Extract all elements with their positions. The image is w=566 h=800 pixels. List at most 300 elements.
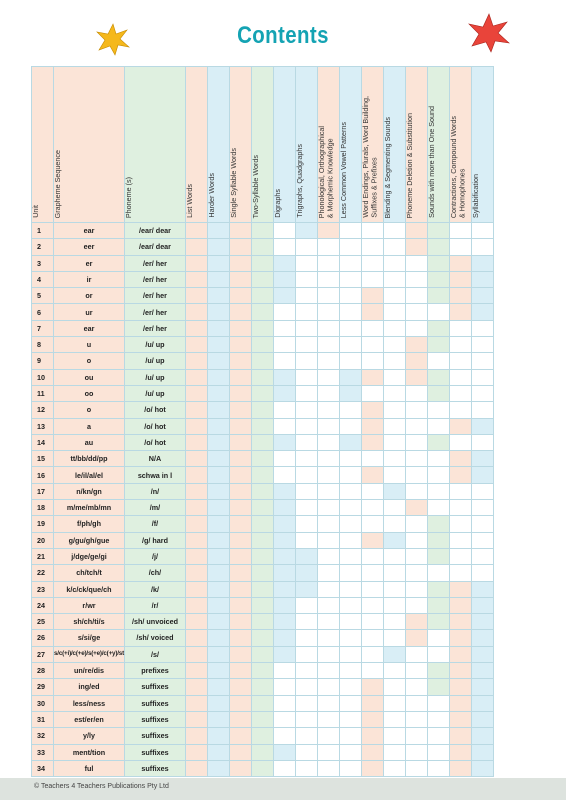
column-header-label: Sounds with more than One Sound [427,106,436,218]
skill-cell [450,239,472,255]
skill-cell [450,663,472,679]
skill-cell [230,304,252,320]
copyright-symbol: © [34,783,40,790]
skill-cell [252,402,274,418]
skill-cell [340,320,362,336]
skill-cell [296,760,318,776]
unit-cell: 22 [32,565,54,581]
skill-cell [384,304,406,320]
skill-cell [406,337,428,353]
skill-cell [384,255,406,271]
skill-cell [318,320,340,336]
column-header [32,67,54,223]
skill-cell [428,614,450,630]
skill-cell [472,728,494,744]
skill-cell [450,353,472,369]
skill-cell [318,581,340,597]
skill-cell [252,614,274,630]
skill-cell [230,711,252,727]
skill-cell [186,337,208,353]
skill-cell [362,320,384,336]
skill-cell [208,271,230,287]
skill-cell [296,369,318,385]
table-row [32,728,494,744]
skill-cell [208,532,230,548]
skill-cell [186,451,208,467]
phoneme-cell: /j/ [125,548,186,564]
skill-cell [340,500,362,516]
phoneme-cell: /m/ [125,500,186,516]
skill-cell [252,239,274,255]
skill-cell [252,532,274,548]
skill-cell [472,239,494,255]
skill-cell [472,679,494,695]
skill-cell [362,288,384,304]
skill-cell [186,320,208,336]
table-row [32,483,494,499]
skill-cell [296,597,318,613]
skill-cell [208,320,230,336]
skill-cell [318,271,340,287]
skill-cell [406,353,428,369]
grapheme-cell: ou [54,369,125,385]
skill-cell [208,451,230,467]
skill-cell [362,744,384,760]
grapheme-cell: u [54,337,125,353]
skill-cell [406,630,428,646]
skill-cell [208,630,230,646]
skill-cell [274,728,296,744]
skill-cell [186,679,208,695]
skill-cell [208,353,230,369]
skill-cell [296,402,318,418]
phoneme-cell: /er/ her [125,271,186,287]
phoneme-cell: /u/ up [125,337,186,353]
unit-cell: 6 [32,304,54,320]
skill-cell [362,532,384,548]
skill-cell [296,320,318,336]
skill-cell [340,565,362,581]
skill-cell [450,630,472,646]
skill-cell [208,239,230,255]
skill-cell [230,516,252,532]
column-header [54,67,125,223]
skill-cell [252,337,274,353]
skill-cell [472,614,494,630]
skill-cell [230,434,252,450]
skill-cell [362,663,384,679]
skill-cell [472,467,494,483]
phoneme-cell: /ch/ [125,565,186,581]
skill-cell [186,402,208,418]
column-header [450,67,472,223]
table-row [32,711,494,727]
page-title: Contents [237,22,329,49]
table-row [32,239,494,255]
contents-table-wrap [31,66,494,777]
skill-cell [384,597,406,613]
skill-cell [186,385,208,401]
skill-cell [472,304,494,320]
skill-cell [384,728,406,744]
skill-cell [318,467,340,483]
skill-cell [252,304,274,320]
table-row [32,288,494,304]
skill-cell [318,711,340,727]
skill-cell [208,581,230,597]
skill-cell [230,500,252,516]
skill-cell [252,369,274,385]
skill-cell [208,711,230,727]
skill-cell [186,271,208,287]
skill-cell [252,223,274,239]
skill-cell [362,483,384,499]
unit-cell: 2 [32,239,54,255]
skill-cell [428,744,450,760]
skill-cell [450,565,472,581]
skill-cell [428,467,450,483]
skill-cell [186,255,208,271]
skill-cell [296,385,318,401]
table-row [32,679,494,695]
skill-cell [274,239,296,255]
skill-cell [384,711,406,727]
skill-cell [450,728,472,744]
skill-cell [208,385,230,401]
skill-cell [252,385,274,401]
skill-cell [340,255,362,271]
skill-cell [406,304,428,320]
skill-cell [406,255,428,271]
skill-cell [362,304,384,320]
skill-cell [230,402,252,418]
skill-cell [472,581,494,597]
unit-cell: 15 [32,451,54,467]
skill-cell [252,646,274,662]
skill-cell [186,418,208,434]
skill-cell [186,434,208,450]
skill-cell [428,500,450,516]
column-header [208,67,230,223]
skill-cell [274,744,296,760]
skill-cell [472,597,494,613]
column-header-label: Contractions, Compound Words & Homophones [449,115,467,218]
skill-cell [340,711,362,727]
column-header-label: Two-Syllable Words [251,154,260,218]
skill-cell [428,402,450,418]
column-header [472,67,494,223]
skill-cell [362,337,384,353]
table-row [32,451,494,467]
skill-cell [274,532,296,548]
skill-cell [384,369,406,385]
skill-cell [472,548,494,564]
phoneme-cell: /f/ [125,516,186,532]
skill-cell [384,581,406,597]
phoneme-cell: /o/ hot [125,434,186,450]
skill-cell [296,418,318,434]
skill-cell [472,565,494,581]
contents-table [31,66,494,777]
skill-cell [186,288,208,304]
skill-cell [406,418,428,434]
skill-cell [472,418,494,434]
skill-cell [340,614,362,630]
skill-cell [428,646,450,662]
skill-cell [384,288,406,304]
skill-cell [340,695,362,711]
skill-cell [362,581,384,597]
skill-cell [230,255,252,271]
table-row [32,695,494,711]
skill-cell [274,597,296,613]
skill-cell [340,597,362,613]
skill-cell [428,223,450,239]
skill-cell [230,239,252,255]
skill-cell [340,516,362,532]
unit-cell: 8 [32,337,54,353]
skill-cell [384,271,406,287]
skill-cell [208,288,230,304]
skill-cell [274,548,296,564]
skill-cell [186,597,208,613]
skill-cell [428,353,450,369]
unit-cell: 5 [32,288,54,304]
skill-cell [362,711,384,727]
skill-cell [362,760,384,776]
skill-cell [274,337,296,353]
skill-cell [274,434,296,450]
skill-cell [186,565,208,581]
skill-cell [318,744,340,760]
skill-cell [230,320,252,336]
skill-cell [296,434,318,450]
skill-cell [450,271,472,287]
skill-cell [208,223,230,239]
skill-cell [340,467,362,483]
skill-cell [208,728,230,744]
table-row [32,663,494,679]
skill-cell [340,304,362,320]
column-header-label: Syllabification [471,174,480,218]
skill-cell [406,483,428,499]
skill-cell [450,288,472,304]
skill-cell [208,548,230,564]
unit-cell: 20 [32,532,54,548]
skill-cell [186,483,208,499]
skill-cell [252,760,274,776]
skill-cell [384,744,406,760]
skill-cell [450,402,472,418]
grapheme-cell: tt/bb/dd/pp [54,451,125,467]
skill-cell [340,532,362,548]
skill-cell [186,532,208,548]
skill-cell [384,695,406,711]
skill-cell [208,614,230,630]
skill-cell [428,597,450,613]
table-row [32,434,494,450]
skill-cell [472,744,494,760]
table-row [32,337,494,353]
grapheme-cell: sh/ch/ti/s [54,614,125,630]
skill-cell [274,288,296,304]
phoneme-cell: suffixes [125,760,186,776]
skill-cell [208,467,230,483]
skill-cell [230,532,252,548]
skill-cell [186,711,208,727]
skill-cell [274,255,296,271]
skill-cell [252,500,274,516]
phoneme-cell: suffixes [125,711,186,727]
skill-cell [208,500,230,516]
skill-cell [274,369,296,385]
unit-cell: 18 [32,500,54,516]
skill-cell [340,271,362,287]
skill-cell [296,467,318,483]
skill-cell [186,304,208,320]
skill-cell [186,467,208,483]
skill-cell [230,728,252,744]
skill-cell [252,434,274,450]
grapheme-cell: oo [54,385,125,401]
skill-cell [428,663,450,679]
phoneme-cell: /ear/ dear [125,239,186,255]
phoneme-cell: /u/ up [125,385,186,401]
skill-cell [296,581,318,597]
skill-cell [340,223,362,239]
skill-cell [428,581,450,597]
column-header-label: Phoneme (s) [124,176,133,218]
footer-text: Teachers 4 Teachers Publications Pty Ltd [41,783,169,790]
skill-cell [428,483,450,499]
grapheme-cell: o [54,402,125,418]
skill-cell [384,532,406,548]
skill-cell [296,516,318,532]
skill-cell [208,663,230,679]
skill-cell [186,695,208,711]
phoneme-cell: /o/ hot [125,418,186,434]
skill-cell [340,369,362,385]
skill-cell [274,223,296,239]
skill-cell [340,646,362,662]
skill-cell [472,369,494,385]
skill-cell [472,695,494,711]
skill-cell [428,711,450,727]
skill-cell [230,385,252,401]
phoneme-cell: /o/ hot [125,402,186,418]
skill-cell [472,402,494,418]
skill-cell [472,271,494,287]
skill-cell [428,434,450,450]
column-header-label: Phoneme Deletion & Substitution [405,112,414,218]
skill-cell [186,744,208,760]
skill-cell [274,663,296,679]
phoneme-cell: prefixes [125,663,186,679]
skill-cell [406,288,428,304]
phoneme-cell: suffixes [125,695,186,711]
skill-cell [450,304,472,320]
skill-cell [362,451,384,467]
skill-cell [362,353,384,369]
skill-cell [406,548,428,564]
table-row [32,597,494,613]
grapheme-cell: er [54,255,125,271]
skill-cell [186,581,208,597]
skill-cell [384,353,406,369]
skill-cell [296,255,318,271]
skill-cell [450,532,472,548]
grapheme-cell: au [54,434,125,450]
skill-cell [252,679,274,695]
table-row [32,500,494,516]
unit-cell: 9 [32,353,54,369]
skill-cell [428,337,450,353]
skill-cell [384,467,406,483]
skill-cell [340,663,362,679]
skill-cell [318,614,340,630]
unit-cell: 30 [32,695,54,711]
skill-cell [428,695,450,711]
skill-cell [384,418,406,434]
skill-cell [252,728,274,744]
skill-cell [340,630,362,646]
skill-cell [208,679,230,695]
unit-cell: 13 [32,418,54,434]
grapheme-cell: f/ph/gh [54,516,125,532]
skill-cell [384,548,406,564]
skill-cell [362,695,384,711]
unit-cell: 17 [32,483,54,499]
table-row [32,744,494,760]
skill-cell [274,320,296,336]
skill-cell [362,679,384,695]
unit-cell: 31 [32,711,54,727]
column-header [252,67,274,223]
skill-cell [252,516,274,532]
skill-cell [384,663,406,679]
skill-cell [318,223,340,239]
grapheme-cell: m/me/mb/mn [54,500,125,516]
column-header [318,67,340,223]
grapheme-cell: un/re/dis [54,663,125,679]
skill-cell [472,223,494,239]
skill-cell [428,760,450,776]
skill-cell [318,532,340,548]
skill-cell [274,500,296,516]
skill-cell [406,711,428,727]
skill-cell [384,646,406,662]
skill-cell [274,679,296,695]
grapheme-cell: s/si/ge [54,630,125,646]
skill-cell [406,451,428,467]
grapheme-cell: o [54,353,125,369]
skill-cell [208,369,230,385]
unit-cell: 23 [32,581,54,597]
skill-cell [362,434,384,450]
skill-cell [428,271,450,287]
skill-cell [450,467,472,483]
skill-cell [208,516,230,532]
skill-cell [406,500,428,516]
skill-cell [450,581,472,597]
table-row [32,402,494,418]
skill-cell [230,369,252,385]
skill-cell [450,597,472,613]
unit-cell: 32 [32,728,54,744]
table-row [32,385,494,401]
table-row [32,614,494,630]
skill-cell [252,711,274,727]
